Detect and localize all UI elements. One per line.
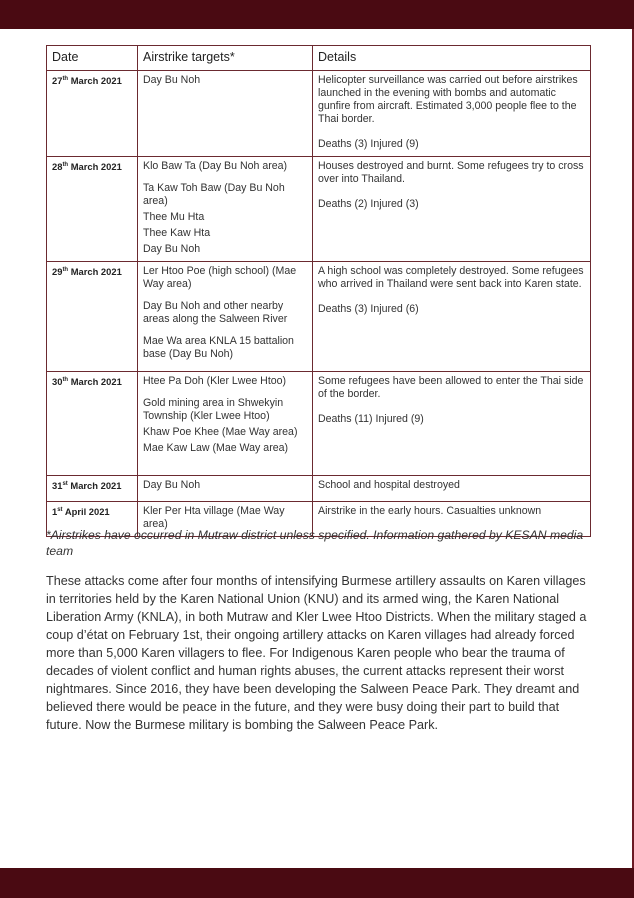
target-item: Klo Baw Ta (Day Bu Noh area) — [143, 160, 288, 172]
details-cell — [313, 157, 591, 262]
target-item: Khaw Poe Khee (Mae Way area) — [143, 426, 298, 438]
casualties-text: Deaths (3) Injured (6) — [318, 303, 419, 315]
details-cell — [313, 71, 591, 157]
date-cell — [47, 372, 138, 476]
details-cell — [313, 372, 591, 476]
header-details: Details — [313, 46, 591, 71]
details-text: School and hospital destroyed — [318, 479, 460, 491]
casualties-text: Deaths (11) Injured (9) — [318, 413, 424, 425]
target-item: Gold mining area in Shwekyin Township (Kler Lwee Htoo) — [143, 397, 284, 422]
date-day: 29 — [52, 266, 63, 277]
details-text: Some refugees have been allowed to enter the Thai side of the border. — [318, 375, 584, 400]
date-month: March 2021 — [68, 75, 122, 86]
targets-cell — [138, 262, 313, 372]
target-item: Thee Mu Hta — [143, 211, 205, 223]
date-month: March 2021 — [68, 161, 122, 172]
header-date: Date — [47, 46, 138, 71]
table-row — [47, 71, 591, 157]
target-item: Day Bu Noh — [143, 243, 201, 255]
target-item: Day Bu Noh — [143, 74, 201, 86]
date-day: 28 — [52, 161, 63, 172]
casualties-text: Deaths (3) Injured (9) — [318, 138, 419, 150]
target-item: Kler Per Hta village (Mae Way area) — [143, 505, 285, 530]
details-text: Helicopter surveillance was carried out before airstrikes launched in the evening with bombs and automatic gunfire from aircraft. Estimated 3,000 people flee to the Thai border. — [318, 74, 578, 125]
target-item: Mae Kaw Law (Mae Way area) — [143, 442, 289, 454]
details-text: A high school was completely destroyed. Some refugees who arrived in Thailand were sent back into Karen state. — [318, 265, 584, 290]
details-text: Houses destroyed and burnt. Some refugees try to cross over into Thailand. — [318, 160, 584, 185]
date-suffix: th — [62, 75, 69, 82]
table-header-row — [47, 46, 591, 71]
date-suffix: st — [57, 506, 63, 513]
footer-bar — [0, 868, 634, 898]
table-row — [47, 476, 591, 502]
date-day: 1 — [52, 506, 58, 517]
table-row — [47, 157, 591, 262]
date-month: March 2021 — [67, 480, 122, 491]
targets-cell — [138, 372, 313, 476]
table-row — [47, 262, 591, 372]
target-item: Day Bu Noh and other nearby areas along the Salween River — [143, 300, 288, 325]
date-day: 30 — [52, 376, 63, 387]
date-cell — [47, 262, 138, 372]
target-item: Mae Wa area KNLA 15 battalion base (Day Bu Noh) — [143, 335, 294, 360]
details-text: Airstrike in the early hours. Casualties unknown — [318, 505, 542, 517]
date-month: March 2021 — [68, 266, 122, 277]
details-cell — [313, 476, 591, 502]
target-item: Thee Kaw Hta — [143, 227, 211, 239]
header-targets: Airstrike targets* — [138, 46, 313, 71]
body-paragraph: These attacks come after four months of intensifying Burmese artillery assaults on Karen villages in territories held by the Karen National Union (KNU) and its armed wing, the Karen National Liberation Army (KNLA), in both Mutraw and Kler Lwee Htoo Districts. When the military staged a coup d’état on February 1st, their ongoing artillery attacks on Karen villages had already forced more than 5,000 Karen villagers to flee. For Indigenous Karen people who bear the trauma of decades of violent conflict and human rights abuses, the current attacks represent their worst nightmares. Since 2016, they have been developing the Salween Peace Park. They dreamt and believed there would be peace in the future, and they were busy doing their part to build that future. Now the Burmese military is bombing the Salween Peace Park. — [46, 574, 587, 732]
date-cell — [47, 71, 138, 157]
target-item: Htee Pa Doh (Kler Lwee Htoo) — [143, 375, 287, 387]
date-day: 27 — [52, 75, 63, 86]
date-month: March 2021 — [68, 376, 122, 387]
header-bar — [0, 0, 634, 29]
date-suffix: th — [62, 266, 69, 273]
targets-cell — [138, 476, 313, 502]
table-row — [47, 372, 591, 476]
date-month: April 2021 — [62, 506, 110, 517]
date-suffix: th — [62, 376, 69, 383]
targets-cell — [138, 157, 313, 262]
details-cell — [313, 262, 591, 372]
date-day: 31 — [52, 480, 63, 491]
date-cell — [47, 476, 138, 502]
target-item: Ta Kaw Toh Baw (Day Bu Noh area) — [143, 182, 285, 207]
targets-cell — [138, 71, 313, 157]
date-cell — [47, 157, 138, 262]
date-suffix: th — [62, 161, 69, 168]
date-suffix: st — [62, 480, 68, 487]
target-item: Day Bu Noh — [143, 479, 201, 491]
casualties-text: Deaths (2) Injured (3) — [318, 198, 419, 210]
table-footnote: *Airstrikes have occurred in Mutraw district unless specified. Information gathered by KESAN media team — [46, 528, 584, 558]
airstrikes-table — [46, 45, 591, 537]
target-item: Ler Htoo Poe (high school) (Mae Way area) — [143, 265, 297, 290]
